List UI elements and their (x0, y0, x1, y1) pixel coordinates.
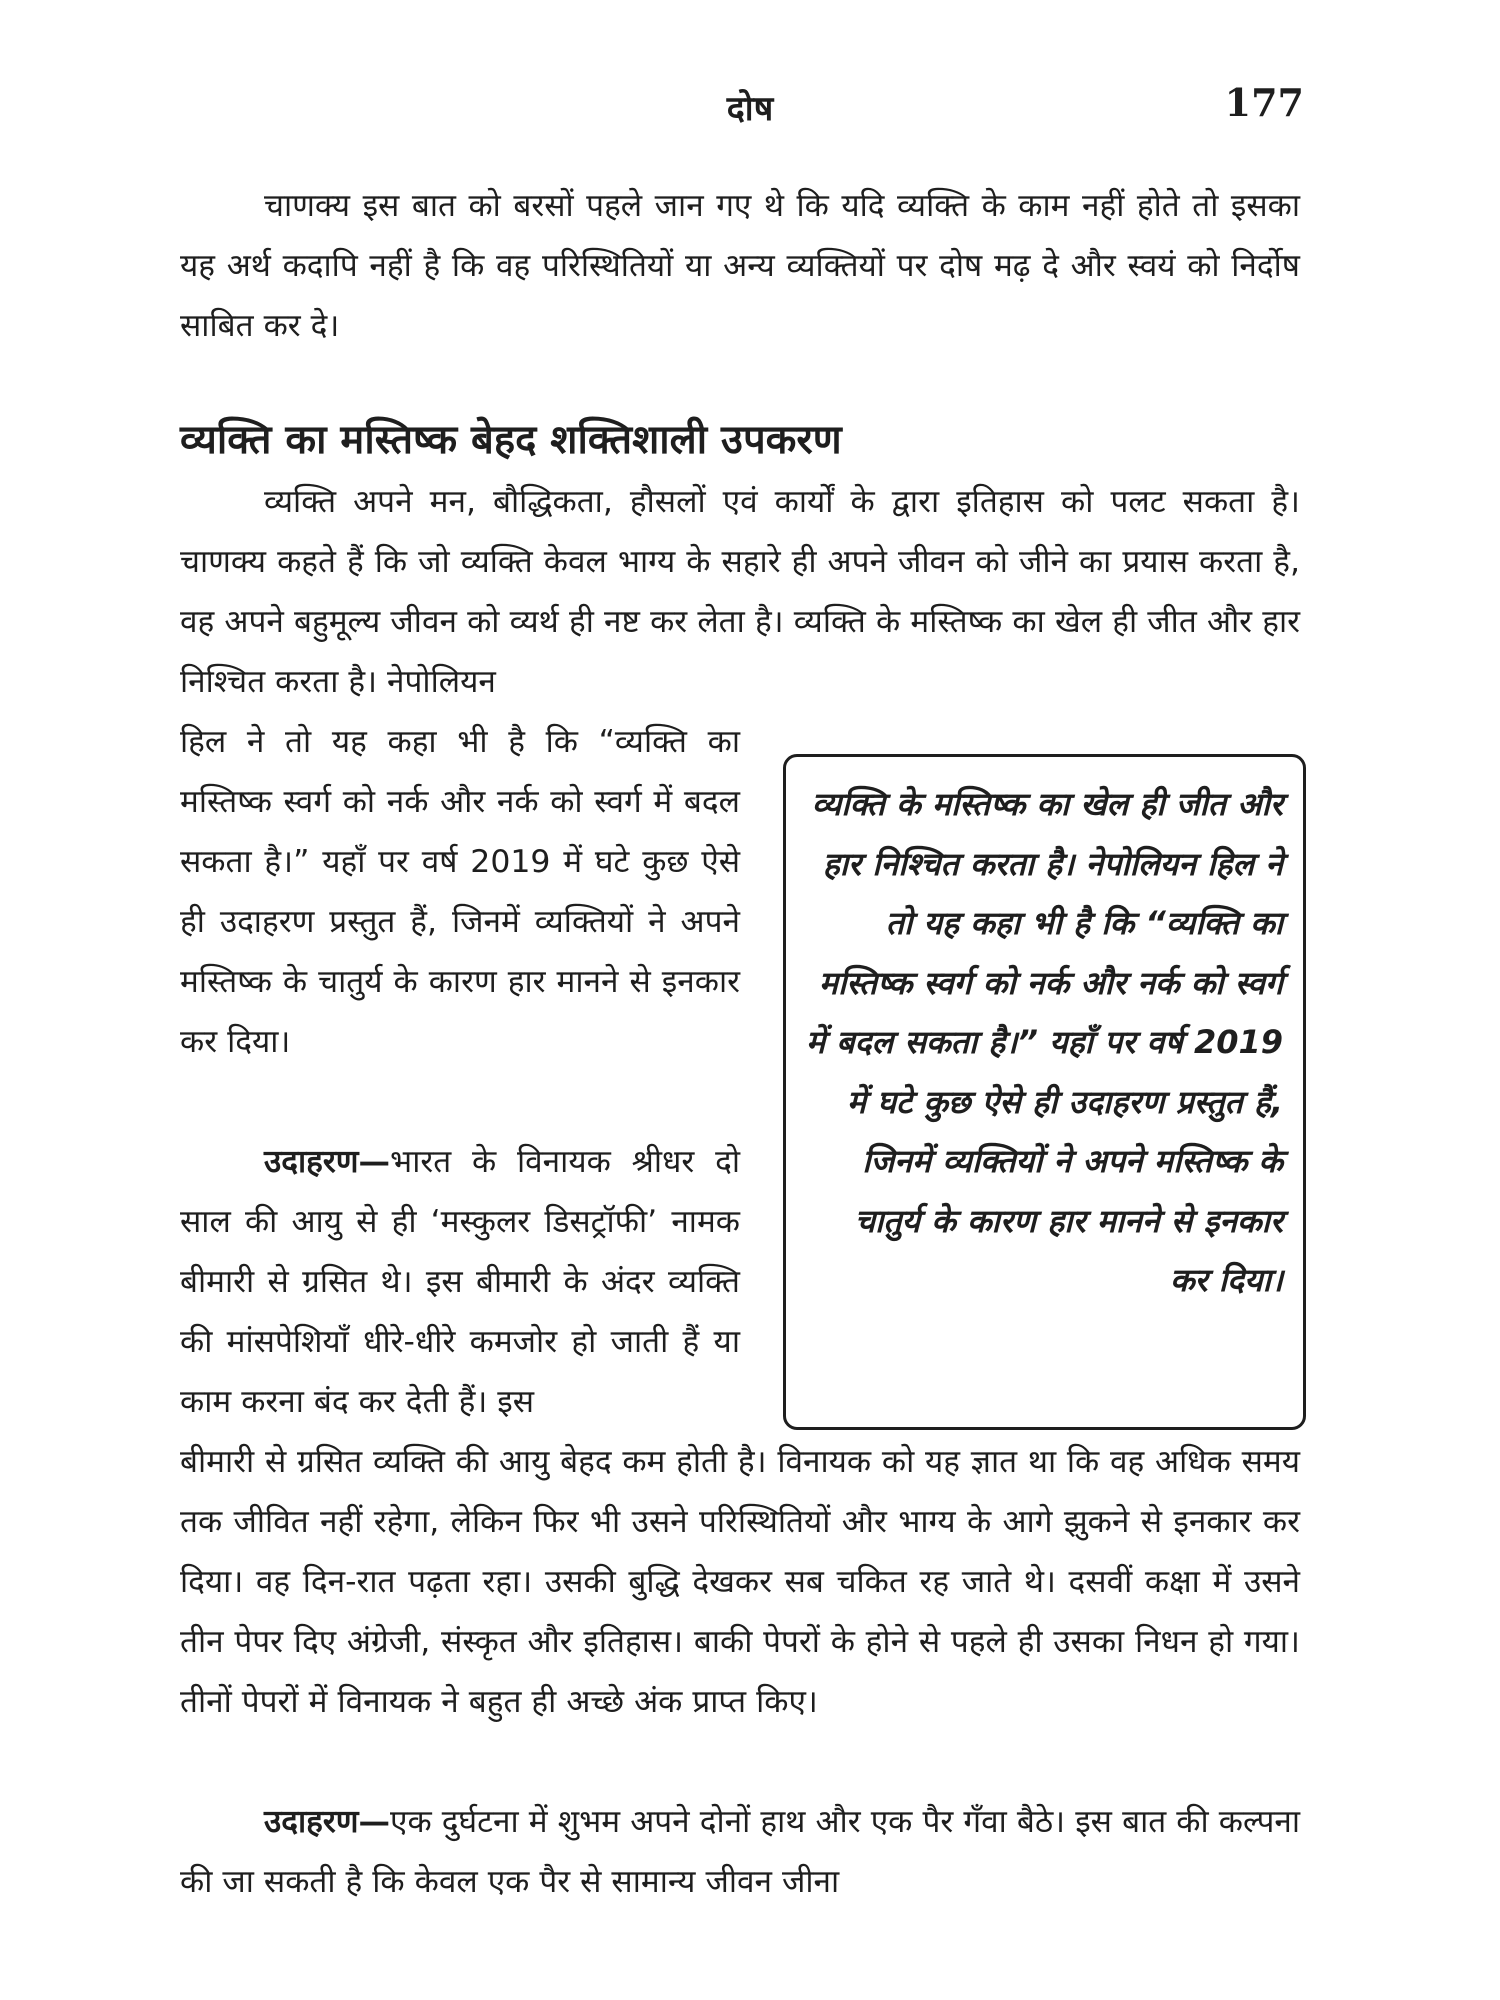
pull-quote-box (783, 754, 1306, 1430)
section-paragraph: व्यक्ति अपने मन, बौद्धिकता, हौसलों एवं कार्यों के द्वारा इतिहास को पलट सकता है। चाणक्य कहते हैं कि जो व्यक्ति केवल भाग्य के सहारे ही अपने जीवन को जीने का प्रयास करता है, वह अपने बहुमूल्य जीवन को व्यर्थ ही नष्ट कर लेता है। व्यक्ति के मस्तिष्क का खेल ही जीत और हार निश्चित करता है। नेपोलियन (180, 484, 1300, 700)
running-header (0, 80, 1500, 144)
section-heading: व्यक्ति का मस्तिष्क बेहद शक्तिशाली उपकरण (180, 417, 842, 463)
example-text: एक दुर्घटना में शुभम अपने दोनों हाथ और एक पैर गँवा बैठे। इस बात की कल्पना की जा सकती है कि केवल एक पैर से सामान्य जीवन जीना (180, 1804, 1300, 1900)
example-lead: उदाहरण— (264, 1804, 391, 1840)
section-paragraph-continued: हिल ने तो यह कहा भी है कि “व्यक्ति का मस्तिष्क स्वर्ग को नर्क और नर्क को स्वर्ग में बदल सकता है।” यहाँ पर वर्ष 2019 में घटे कुछ ऐसे ही उदाहरण प्रस्तुत हैं, जिनमें व्यक्तियों ने अपने मस्तिष्क के चातुर्य के कारण हार मानने से इनकार कर दिया। (180, 724, 740, 1060)
example-paragraph-2 (180, 1792, 1300, 1912)
pull-quote-text: व्यक्ति के मस्तिष्क का खेल ही जीत और हार निश्चित करता है। नेपोलियन हिल ने तो यह कहा भी है कि “व्यक्ति का मस्तिष्क स्वर्ग को नर्क और नर्क को स्वर्ग में बदल सकता है।” यहाँ पर वर्ष 2019 में घटे कुछ ऐसे ही उदाहरण प्रस्तुत हैं, जिनमें व्यक्तियों ने अपने मस्तिष्क के चातुर्य के कारण हार मानने से इनकार कर दिया। (806, 785, 1284, 1299)
example-paragraph-1 (180, 1132, 740, 1432)
example-paragraph-1-continued: बीमारी से ग्रसित व्यक्ति की आयु बेहद कम होती है। विनायक को यह ज्ञात था कि वह अधिक समय तक जीवित नहीं रहेगा, लेकिन फिर भी उसने परिस्थितियों और भाग्य के आगे झुकने से इनकार कर दिया। वह दिन-रात पढ़ता रहा। उसकी बुद्धि देखकर सब चकित रह जाते थे। दसवीं कक्षा में उसने तीन पेपर दिए अंग्रेजी, संस्कृत और इतिहास। बाकी पेपरों के होने से पहले ही उसका निधन हो गया। तीनों पेपरों में विनायक ने बहुत ही अच्छे अंक प्राप्त किए। (180, 1444, 1300, 1720)
chapter-title: दोष (726, 89, 774, 129)
intro-paragraph: चाणक्य इस बात को बरसों पहले जान गए थे कि यदि व्यक्ति के काम नहीं होते तो इसका यह अर्थ कदापि नहीं है कि वह परिस्थितियों या अन्य व्यक्तियों पर दोष मढ़ दे और स्वयं को निर्दोष साबित कर दे। (180, 188, 1300, 344)
example-lead: उदाहरण— (264, 1144, 391, 1180)
example-text: भारत के विनायक श्रीधर दो साल की आयु से ही ‘मस्कुलर डिसट्रॉफी’ नामक बीमारी से ग्रसित थे। इस बीमारी के अंदर व्यक्ति की मांसपेशियाँ धीरे-धीरे कमजोर हो जाती हैं या काम करना बंद कर देती हैं। इस (180, 1144, 740, 1420)
page-number: 177 (1224, 80, 1304, 125)
